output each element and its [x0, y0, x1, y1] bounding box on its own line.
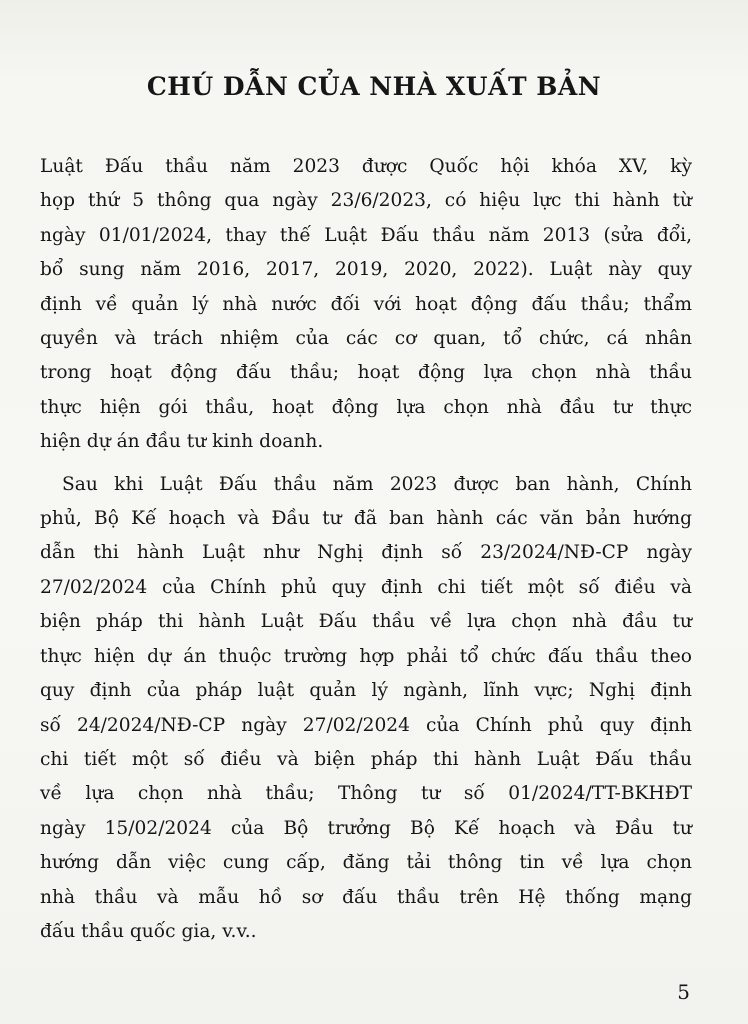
- text-line: Luật Đấu thầu năm 2023 được Quốc hội khóa XV, kỳ: [40, 156, 692, 177]
- text-line: nhà thầu và mẫu hồ sơ đấu thầu trên Hệ thống mạng: [40, 886, 692, 908]
- text-line: dẫn thi hành Luật như Nghị định số 23/2024/NĐ-CP ngày: [40, 542, 692, 564]
- text-line: ngày 01/01/2024, thay thế Luật Đấu thầu năm 2013 (sửa đổi,: [40, 224, 692, 246]
- body-text: [40, 150, 692, 957]
- text-line: quy định của pháp luật quản lý ngành, lĩnh vực; Nghị định: [40, 680, 692, 702]
- text-line: Sau khi Luật Đấu thầu năm 2023 được ban hành, Chính: [62, 473, 692, 495]
- text-line: 27/02/2024 của Chính phủ quy định chi tiết một số điều và: [40, 576, 692, 598]
- text-line: đấu thầu quốc gia, v.v..: [40, 920, 257, 942]
- text-line: thực hiện dự án thuộc trường hợp phải tổ chức đấu thầu theo: [40, 645, 692, 667]
- text-line: hướng dẫn việc cung cấp, đăng tải thông tin về lựa chọn: [40, 852, 692, 874]
- text-line: thực hiện gói thầu, hoạt động lựa chọn nhà đầu tư thực: [40, 396, 692, 418]
- text-line: quyền và trách nhiệm của các cơ quan, tổ chức, cá nhân: [40, 328, 692, 350]
- text-line: ngày 15/02/2024 của Bộ trưởng Bộ Kế hoạch và Đầu tư: [40, 817, 692, 839]
- page-number: 5: [677, 980, 690, 1004]
- text-line: biện pháp thi hành Luật Đấu thầu về lựa chọn nhà đầu tư: [40, 611, 692, 633]
- text-line: bổ sung năm 2016, 2017, 2019, 2020, 2022). Luật này quy: [40, 259, 692, 281]
- page-title: CHÚ DẪN CỦA NHÀ XUẤT BẢN: [146, 72, 602, 101]
- text-line: phủ, Bộ Kế hoạch và Đầu tư đã ban hành các văn bản hướng: [40, 508, 692, 530]
- text-line: hiện dự án đầu tư kinh doanh.: [40, 431, 324, 453]
- text-line: về lựa chọn nhà thầu; Thông tư số 01/2024/TT-BKHĐT: [40, 783, 692, 805]
- text-line: họp thứ 5 thông qua ngày 23/6/2023, có hiệu lực thi hành từ: [40, 190, 692, 212]
- paragraph-2: [40, 468, 692, 950]
- paragraph-1: [40, 150, 692, 460]
- text-line: định về quản lý nhà nước đối với hoạt động đấu thầu; thẩm: [40, 293, 692, 315]
- text-line: số 24/2024/NĐ-CP ngày 27/02/2024 của Chính phủ quy định: [40, 714, 692, 736]
- text-line: trong hoạt động đấu thầu; hoạt động lựa chọn nhà thầu: [40, 362, 692, 384]
- text-line: chi tiết một số điều và biện pháp thi hành Luật Đấu thầu: [40, 748, 692, 770]
